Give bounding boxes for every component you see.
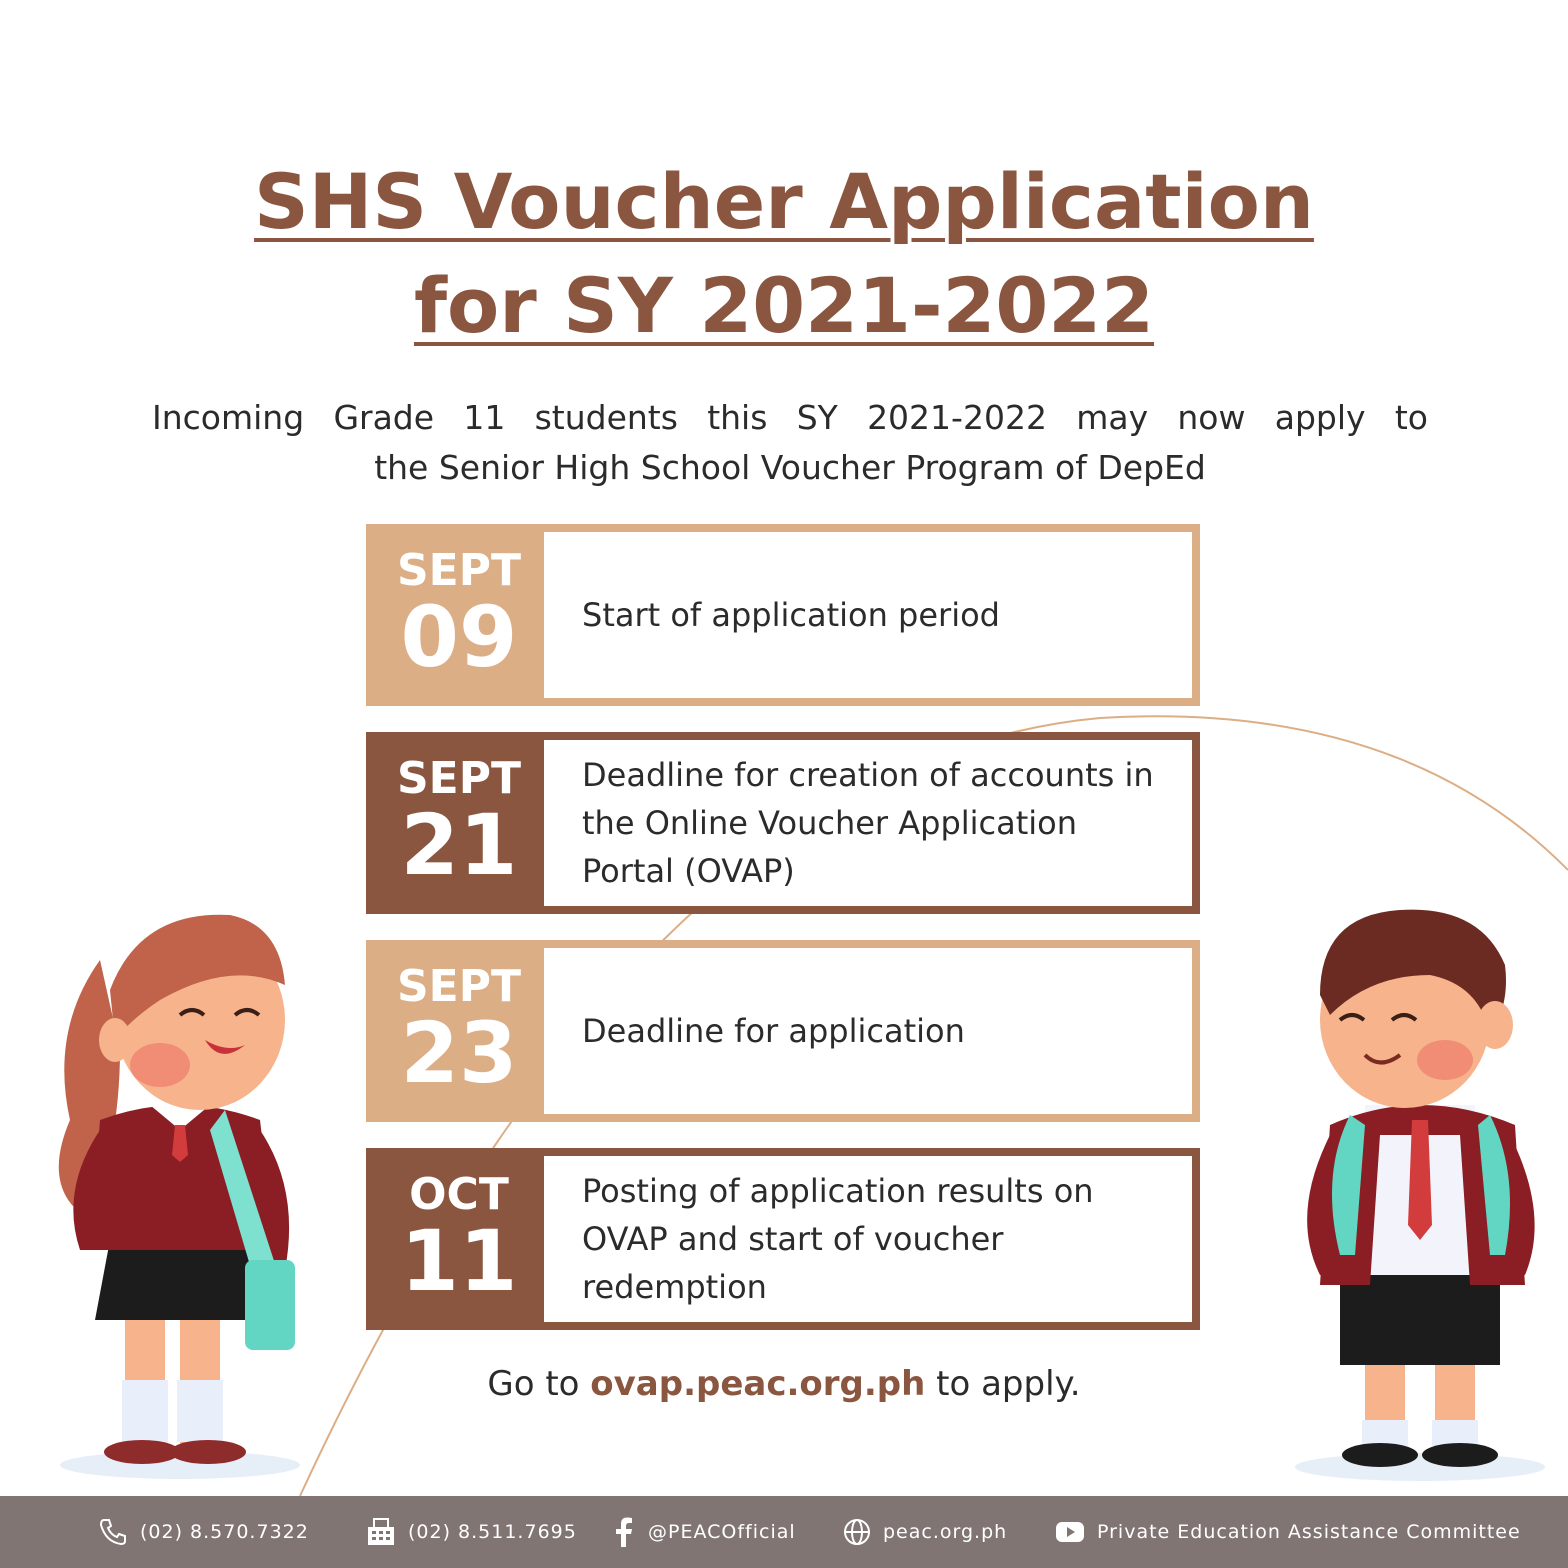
footer-facebook[interactable]	[612, 1496, 796, 1568]
date-day: 11	[400, 1212, 518, 1310]
intro-word: SY	[796, 398, 838, 437]
intro-line-1	[152, 393, 1428, 443]
intro-word: this	[707, 398, 768, 437]
intro-word: 2021-2022	[867, 398, 1047, 437]
footer-bar	[0, 1496, 1568, 1568]
footer-website[interactable]	[843, 1496, 1007, 1568]
intro-word: 11	[463, 398, 506, 437]
girl-student-illustration	[30, 890, 320, 1490]
cta-suffix: to apply.	[925, 1364, 1081, 1404]
youtube-channel: Private Education Assistance Committee	[1097, 1521, 1521, 1543]
intro-line-2: the Senior High School Voucher Program of DepEd	[374, 448, 1206, 487]
footer-youtube[interactable]	[1055, 1496, 1521, 1568]
intro-word: apply	[1274, 398, 1366, 437]
intro-word: Incoming	[152, 398, 305, 437]
intro-word: Grade	[333, 398, 435, 437]
timeline-item-sept-23	[366, 940, 1200, 1122]
intro-text	[152, 393, 1428, 493]
timeline-description: Posting of application results on OVAP and start of voucher redemption	[582, 1172, 1094, 1306]
timeline-description: Deadline for application	[582, 1012, 965, 1050]
date-badge	[374, 532, 544, 698]
cta-prefix: Go to	[487, 1364, 591, 1404]
date-badge	[374, 948, 544, 1114]
intro-word: may	[1076, 398, 1149, 437]
phone-number: (02) 8.570.7322	[140, 1521, 309, 1543]
facebook-icon	[612, 1517, 636, 1547]
date-month: SEPT	[396, 961, 521, 1012]
title-line-1: SHS Voucher Application	[254, 157, 1314, 246]
title-line-2: for SY 2021-2022	[413, 261, 1155, 350]
timeline-description: Start of application period	[582, 596, 1000, 634]
website-url: peac.org.ph	[883, 1521, 1008, 1543]
date-badge	[374, 1156, 544, 1322]
timeline-description: Deadline for creation of accounts in the Online Voucher Application Portal (OVAP)	[582, 756, 1154, 890]
footer-phone[interactable]	[98, 1496, 309, 1568]
timeline-item-oct-11	[366, 1148, 1200, 1330]
youtube-icon	[1055, 1521, 1085, 1543]
timeline-item-sept-09	[366, 524, 1200, 706]
date-badge	[374, 740, 544, 906]
date-day: 09	[400, 588, 518, 686]
boy-student-illustration	[1280, 895, 1550, 1490]
intro-word: students	[534, 398, 678, 437]
timeline-item-sept-21	[366, 732, 1200, 914]
intro-word: now	[1177, 398, 1246, 437]
facebook-handle: @PEACOfficial	[648, 1521, 796, 1543]
date-day: 23	[400, 1004, 518, 1102]
intro-word: to	[1394, 398, 1428, 437]
date-day: 21	[400, 796, 518, 894]
date-month: OCT	[409, 1169, 509, 1220]
date-month: SEPT	[396, 545, 521, 596]
ovap-link[interactable]: ovap.peac.org.ph	[590, 1364, 926, 1404]
globe-icon	[843, 1518, 871, 1546]
fax-number: (02) 8.511.7695	[408, 1521, 577, 1543]
page-title	[0, 150, 1568, 358]
date-month: SEPT	[396, 753, 521, 804]
phone-icon	[98, 1517, 128, 1547]
fax-icon	[366, 1517, 396, 1547]
footer-fax[interactable]	[366, 1496, 577, 1568]
